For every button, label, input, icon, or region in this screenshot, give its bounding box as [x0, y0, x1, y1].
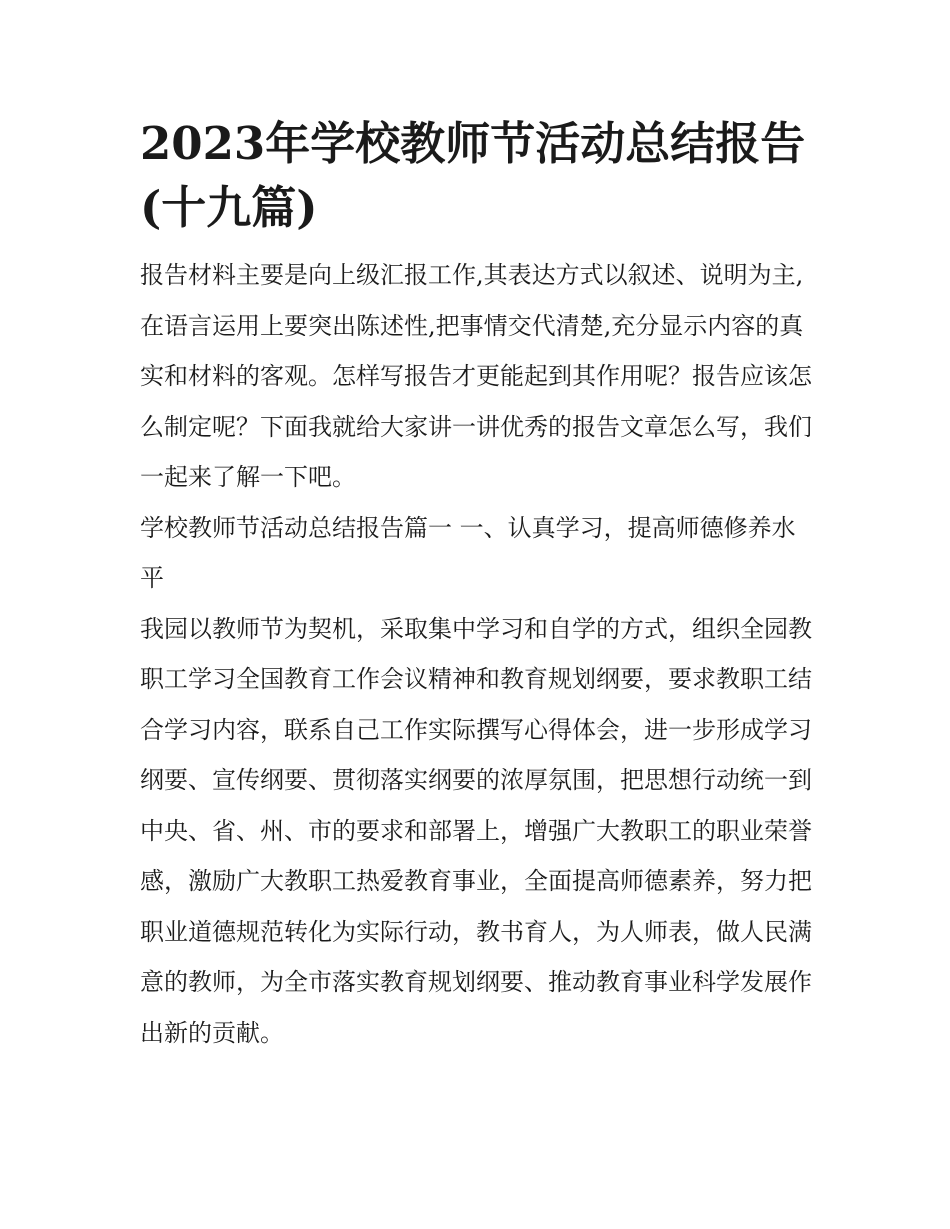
document-page: [140, 112, 812, 1058]
document-title: 2023年学校教师节活动总结报告(十九篇): [140, 117, 806, 234]
section-heading-paragraph: 学校教师节活动总结报告篇一 一、认真学习，提高师德修养水平: [140, 513, 796, 592]
intro-paragraph: 报告材料主要是向上级汇报工作,其表达方式以叙述、说明为主,在语言运用上要突出陈述性,把事情交代清楚,充分显示内容的真实和材料的客观。怎样写报告才更能起到其作用呢？报告应该怎么制定呢？下面我就给大家讲一讲优秀的报告文章怎么写，我们一起来了解一下吧。: [140, 261, 812, 491]
body-paragraph: 我园以教师节为契机，采取集中学习和自学的方式，组织全园教职工学习全国教育工作会议精神和教育规划纲要，要求教职工结合学习内容，联系自己工作实际撰写心得体会，进一步形成学习纲要、宣传纲要、贯彻落实纲要的浓厚氛围，把思想行动统一到中央、省、州、市的要求和部署上，增强广大教职工的职业荣誉感，激励广大教职工热爱教育事业，全面提高师德素养，努力把职业道德规范转化为实际行动，教书育人，为人师表，做人民满意的教师，为全市落实教育规划纲要、推动教育事业科学发展作出新的贡献。: [140, 614, 812, 1047]
